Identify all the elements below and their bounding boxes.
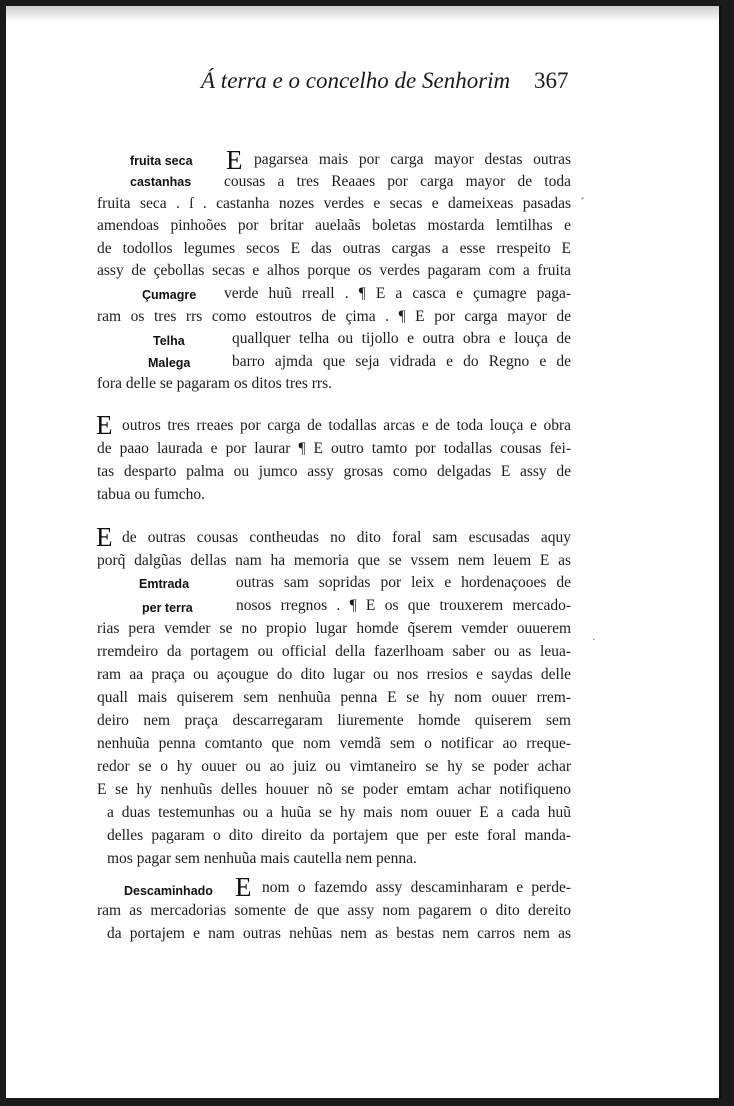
text-line: verde huũ rreall . ¶ E a casca e çumagre paga- <box>224 285 571 302</box>
text-line: nom o fazemdo assy descaminharam e perde- <box>262 879 571 896</box>
ink-speck: · <box>592 634 596 646</box>
margin-note-cumagre: Çumagre <box>142 288 197 302</box>
text-line: amendoas pinhoões por britar auelaãs boletas mostarda lemtilhas e <box>97 217 571 234</box>
text-line: rias pera vemder se no propio lugar homde q̃serem vemder ouuerem <box>97 620 571 637</box>
text-line: cousas a tres Reaaes por carga mayor de toda <box>224 173 571 190</box>
text-line: barro ajmda que seja vidrada e do Regno e de <box>232 353 571 370</box>
text-line: ram os tres rrs como estoutros de çima . ¶ E por carga mayor de <box>97 308 571 325</box>
text-line: delles pagaram o dito direito da portajem que per este foral manda- <box>107 827 571 844</box>
text-line: outras sam sopridas por leix e hordenaçooes de <box>236 574 571 591</box>
running-title: Á terra e o concelho de Senhorim <box>201 68 511 93</box>
margin-note-descaminhado: Descaminhado <box>124 884 213 898</box>
margin-note-castanhas: castanhas <box>130 175 192 189</box>
text-line: ram as mercadorias somente de que assy nom pagarem o dito dereito <box>97 902 571 919</box>
text-line: quallquer telha ou tijollo e outra obra e louça de <box>232 330 571 347</box>
text-line: outros tres rreaes por carga de todallas arcas e de toda louça e obra <box>122 417 571 434</box>
text-line: quall mais quiserem sem nenhuũa penna E se hy nom ouuer rrem- <box>97 689 571 706</box>
book-page <box>6 6 722 1098</box>
page-number: 367 <box>534 68 569 93</box>
text-line: tabua ou fumcho. <box>97 486 206 503</box>
text-line: porq̃ dalgũas dellas nam ha memoria que se vssem nem leuem E as <box>97 552 571 569</box>
drop-cap-initial: E <box>226 145 243 175</box>
text-line: tas desparto palma ou jumco assy grosas como delgadas E assy de <box>97 463 571 480</box>
text-line: a duas testemunhas ou a huũa se hy mais nom ouuer E a cada huũ <box>107 804 571 821</box>
margin-note-telha: Telha <box>153 334 185 348</box>
text-line: fruita seca . ſ . castanha nozes verdes e secas e dameixeas pasadas <box>97 195 571 212</box>
text-line: deiro nem praça descarregaram liuremente homde quiserem sem <box>97 712 571 729</box>
text-line: pagarsea mais por carga mayor destas outras <box>254 151 571 168</box>
drop-cap-initial: E <box>235 872 252 902</box>
text-line: E se hy nenhuũs delles houuer nõ se poder emtam achar notifiqueno <box>97 781 571 798</box>
text-line: de todollos legumes secos E das outras cargas a esse rrespeito E <box>97 240 571 257</box>
text-line: fora delle se pagaram os ditos tres rrs. <box>97 375 333 392</box>
text-line: redor se o hy ouuer ou ao juiz ou vimtaneiro se hy se poder achar <box>97 758 571 775</box>
text-line: assy de çebollas secas e alhos porque os verdes pagaram com a fruita <box>97 262 571 279</box>
margin-note-fruita-seca: fruita seca <box>130 154 193 168</box>
text-line: rremdeiro da portagem ou official della fazerlhoam saber ou as leua- <box>97 643 571 660</box>
margin-note-per-terra: per terra <box>142 601 193 615</box>
drop-cap-initial: E <box>96 522 113 552</box>
drop-cap-initial: E <box>96 410 113 440</box>
text-line: nenhuũa penna comtanto que nom vemdã sem o notificar ao rreque- <box>97 735 571 752</box>
text-line: de paao laurada e por laurar ¶ E outro tamto por todallas cousas fei- <box>97 440 571 457</box>
margin-note-emtrada: Emtrada <box>139 577 190 591</box>
margin-note-malega: Malega <box>148 356 191 370</box>
text-line: ram aa praça ou açougue do dito lugar ou nos rresios e saydas delle <box>97 666 571 683</box>
text-line: nosos rregnos . ¶ E os que trouxerem mercado- <box>236 597 571 614</box>
text-line: mos pagar sem nenhuũa mais cautella nem penna. <box>107 850 417 867</box>
page-top-shadow <box>6 6 719 22</box>
ink-speck: ˊ <box>580 196 585 211</box>
text-line: da portajem e nam outras nehũas nem as bestas nem carros nem as <box>107 925 571 942</box>
text-line: de outras cousas contheudas no dito foral sam escusadas aquy <box>122 529 571 546</box>
